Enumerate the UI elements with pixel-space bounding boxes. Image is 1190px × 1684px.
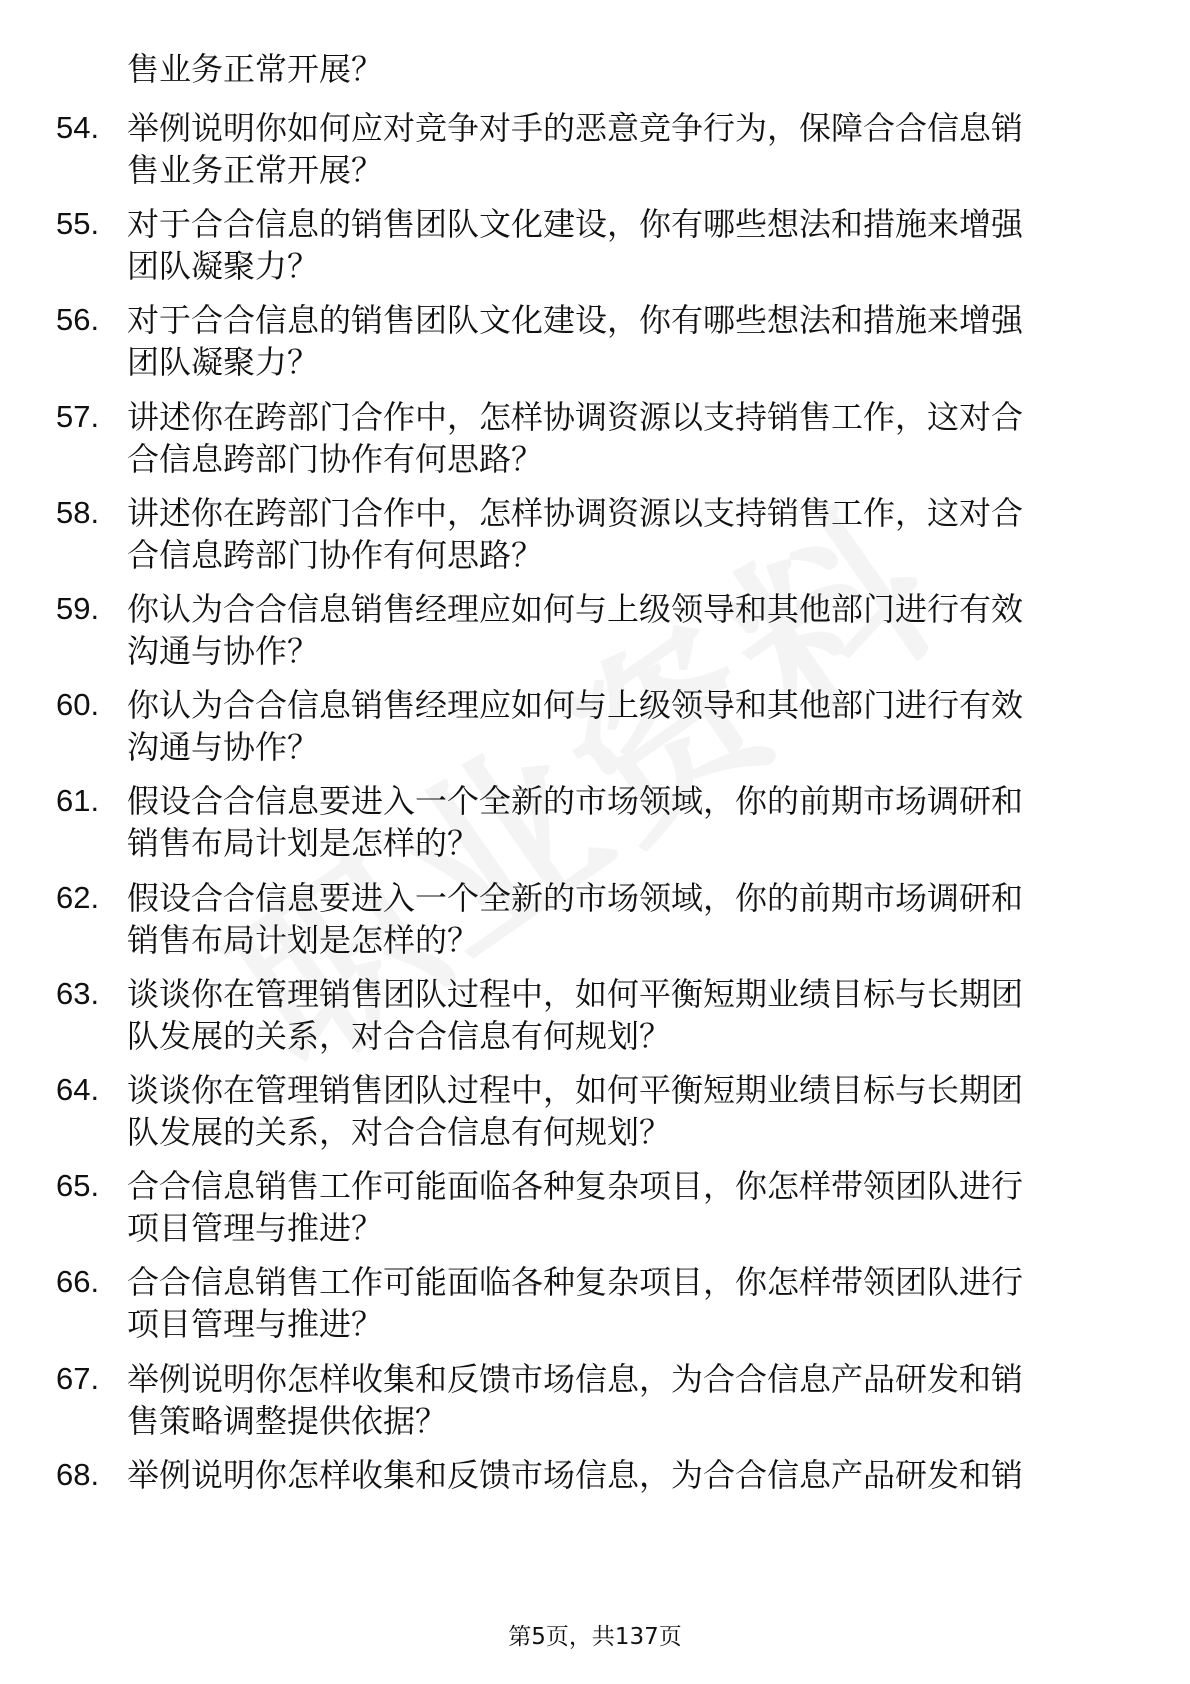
question-number: 64. xyxy=(56,1072,100,1107)
question-text-line: 销售布局计划是怎样的？ xyxy=(127,921,480,959)
question-text xyxy=(127,492,1107,576)
question-text-line: 合合信息销售工作可能面临各种复杂项目，你怎样带领团队进行 xyxy=(127,1167,1024,1205)
question-text-line: 举例说明你怎样收集和反馈市场信息，为合合信息产品研发和销 xyxy=(127,1360,1024,1398)
question-text-line: 对于合合信息的销售团队文化建设，你有哪些想法和措施来增强 xyxy=(127,205,1024,243)
question-text xyxy=(127,299,1107,383)
question-text xyxy=(127,107,1107,191)
question-number: 63. xyxy=(56,976,100,1011)
question-text-line: 销售布局计划是怎样的？ xyxy=(127,824,480,862)
question-number: 56. xyxy=(56,302,100,337)
question-number: 54. xyxy=(56,110,100,145)
question-text-line: 团队凝聚力？ xyxy=(127,343,320,381)
question-number: 68. xyxy=(56,1457,100,1492)
question-text-line: 合信息跨部门协作有何思路？ xyxy=(127,536,544,574)
question-text xyxy=(127,877,1107,961)
question-text xyxy=(127,1454,1107,1496)
question-text-line: 队发展的关系，对合合信息有何规划？ xyxy=(127,1113,672,1151)
question-text-line: 队发展的关系，对合合信息有何规划？ xyxy=(127,1017,672,1055)
question-number: 57. xyxy=(56,399,100,434)
question-number: 62. xyxy=(56,880,100,915)
question-number: 66. xyxy=(56,1264,100,1299)
question-text xyxy=(127,780,1107,864)
question-text-line: 沟通与协作？ xyxy=(127,632,320,670)
question-text xyxy=(127,684,1107,768)
question-text-line: 讲述你在跨部门合作中，怎样协调资源以支持销售工作，这对合 xyxy=(127,398,1024,436)
question-text-line: 你认为合合信息销售经理应如何与上级领导和其他部门进行有效 xyxy=(127,686,1024,724)
question-text-line: 团队凝聚力？ xyxy=(127,247,320,285)
question-number: 58. xyxy=(56,495,100,530)
continuation-line: 售业务正常开展？ xyxy=(127,50,384,88)
question-text xyxy=(127,973,1107,1057)
question-text xyxy=(127,1165,1107,1249)
question-text xyxy=(127,203,1107,287)
question-text-line: 讲述你在跨部门合作中，怎样协调资源以支持销售工作，这对合 xyxy=(127,494,1024,532)
question-text-line: 举例说明你怎样收集和反馈市场信息，为合合信息产品研发和销 xyxy=(127,1456,1024,1494)
question-text xyxy=(127,1069,1107,1153)
question-number: 55. xyxy=(56,206,100,241)
question-text xyxy=(127,1261,1107,1345)
question-text xyxy=(127,1358,1107,1442)
question-text-line: 假设合合信息要进入一个全新的市场领域，你的前期市场调研和 xyxy=(127,782,1024,820)
question-number: 61. xyxy=(56,783,100,818)
question-text-line: 对于合合信息的销售团队文化建设，你有哪些想法和措施来增强 xyxy=(127,301,1024,339)
question-text xyxy=(127,588,1107,672)
question-text-line: 项目管理与推进？ xyxy=(127,1305,384,1343)
question-text-line: 售业务正常开展？ xyxy=(127,151,384,189)
question-text-line: 售策略调整提供依据？ xyxy=(127,1402,448,1440)
question-number: 60. xyxy=(56,687,100,722)
question-text-line: 谈谈你在管理销售团队过程中，如何平衡短期业绩目标与长期团 xyxy=(127,975,1024,1013)
question-text-line: 沟通与协作？ xyxy=(127,728,320,766)
question-number: 65. xyxy=(56,1168,100,1203)
question-text-line: 举例说明你如何应对竞争对手的恶意竞争行为，保障合合信息销 xyxy=(127,109,1024,147)
question-text xyxy=(127,396,1107,480)
question-text-line: 假设合合信息要进入一个全新的市场领域，你的前期市场调研和 xyxy=(127,879,1024,917)
page-footer: 第5页，共137页 xyxy=(508,1624,682,1650)
question-text-line: 项目管理与推进？ xyxy=(127,1209,384,1247)
question-number: 67. xyxy=(56,1361,100,1396)
question-text-line: 你认为合合信息销售经理应如何与上级领导和其他部门进行有效 xyxy=(127,590,1024,628)
question-text-line: 合合信息销售工作可能面临各种复杂项目，你怎样带领团队进行 xyxy=(127,1263,1024,1301)
question-number: 59. xyxy=(56,591,100,626)
question-text-line: 合信息跨部门协作有何思路？ xyxy=(127,440,544,478)
question-text-line: 谈谈你在管理销售团队过程中，如何平衡短期业绩目标与长期团 xyxy=(127,1071,1024,1109)
